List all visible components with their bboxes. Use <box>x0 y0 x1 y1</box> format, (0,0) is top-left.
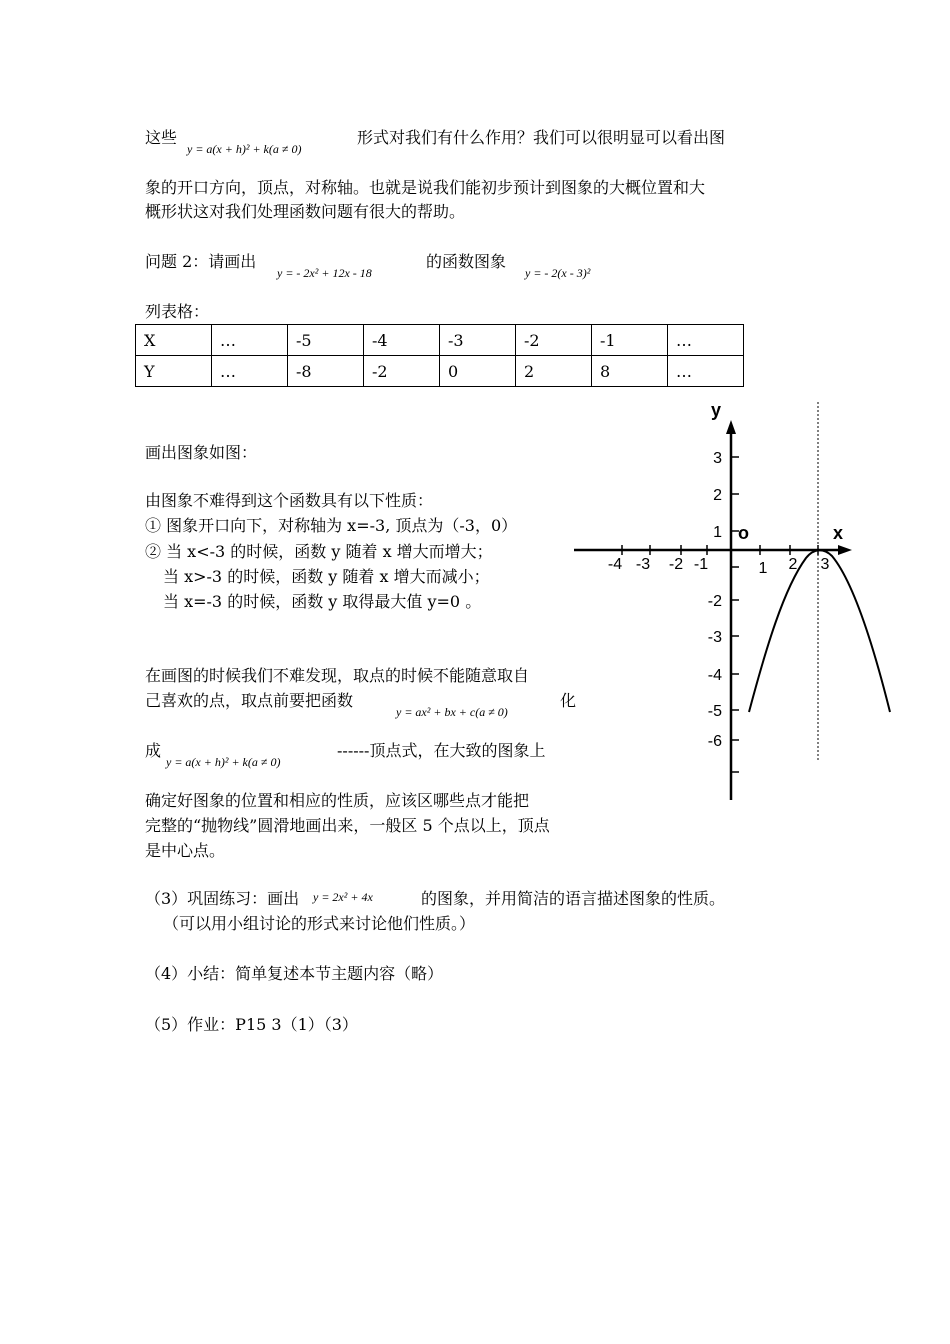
properties-intro: 由图象不难得到这个函数具有以下性质： <box>145 491 434 510</box>
table-cell: -2 <box>516 325 592 356</box>
parabola-curve <box>749 550 890 712</box>
para2-line3-start: 成 <box>145 741 162 760</box>
question2-mid: 的函数图象 <box>426 252 507 271</box>
property-2: ② 当 x<-3 的时候，函数 y 随着 x 增大而增大； <box>145 542 493 561</box>
y-axis-label: y <box>711 400 722 420</box>
vertex-form-formula-2: y = a(x + h)² + k(a ≠ 0) <box>166 755 281 769</box>
para1-line2: 象的开口方向，顶点，对称轴。也就是说我们能初步预计到图象的大概位置和大 <box>145 178 706 197</box>
question2-formula-standard: y = - 2x² + 12x - 18 <box>277 266 372 280</box>
table-cell: Y <box>136 356 212 387</box>
table-cell: -5 <box>288 325 364 356</box>
table-row-x <box>136 325 744 356</box>
table-row-y <box>136 356 744 387</box>
table-cell: -8 <box>288 356 364 387</box>
para2-line6: 是中心点。 <box>145 841 226 860</box>
para2-line5: 完整的“抛物线”圆滑地画出来，一般区 5 个点以上，顶点 <box>145 816 550 835</box>
para2-line4: 确定好图象的位置和相应的性质，应该区哪些点才能把 <box>145 791 530 810</box>
table-cell: -1 <box>592 325 668 356</box>
para1-line3: 概形状这对我们处理函数问题有很大的帮助。 <box>145 202 466 221</box>
general-form-formula: y = ax² + bx + c(a ≠ 0) <box>396 705 508 719</box>
y-tick-label: 2 <box>713 487 722 504</box>
para2-line2-start: 己喜欢的点，取点前要把函数 <box>145 691 354 710</box>
y-tick-label: -2 <box>707 593 722 610</box>
x-tick-label: -4 <box>607 556 623 573</box>
x-tick-label: -1 <box>693 556 709 573</box>
para1-line1-end: 形式对我们有什么作用？我们可以很明显可以看出图 <box>357 128 726 147</box>
question2-formula-vertex: y = - 2(x - 3)² <box>525 266 591 280</box>
para2-line1: 在画图的时候我们不难发现，取点的时候不能随意取自 <box>145 666 530 685</box>
y-tick-label: 1 <box>713 524 722 541</box>
y-tick-label: -6 <box>707 733 722 750</box>
table-label: 列表格： <box>145 302 210 321</box>
table-cell: 0 <box>440 356 516 387</box>
x-tick-label: 3 <box>820 556 830 573</box>
y-tick-label: 3 <box>713 450 722 467</box>
x-tick-label: -3 <box>635 556 651 573</box>
x-tick-label: 2 <box>788 556 798 573</box>
table-cell: 8 <box>592 356 668 387</box>
table-cell: -2 <box>364 356 440 387</box>
table-cell: X <box>136 325 212 356</box>
origin-label: o <box>738 523 749 543</box>
property-3: 当 x>-3 的时候，函数 y 随着 x 增大而减小； <box>163 567 490 586</box>
x-tick-label: -2 <box>668 556 684 573</box>
y-tick-label: -5 <box>707 703 722 720</box>
summary-line: （4）小结：简单复述本节主题内容（略） <box>145 964 444 983</box>
x-tick-label: 1 <box>758 560 768 577</box>
y-tick-label: -3 <box>707 629 722 646</box>
table-cell: -3 <box>440 325 516 356</box>
para2-line2-end: 化 <box>560 691 577 710</box>
table-cell: 2 <box>516 356 592 387</box>
table-cell: … <box>668 325 744 356</box>
question2-start: 问题 2：请画出 <box>145 252 257 271</box>
exercise3-end: 的图象，并用简洁的语言描述图象的性质。 <box>421 889 726 908</box>
property-4: 当 x=-3 的时候，函数 y 取得最大值 y=0 。 <box>163 592 482 611</box>
y-axis-arrow-icon <box>726 420 736 434</box>
table-cell: … <box>668 356 744 387</box>
value-table <box>135 324 744 387</box>
exercise3-formula: y = 2x² + 4x <box>313 890 373 904</box>
homework-line: （5）作业：P15 3（1）（3） <box>145 1015 358 1034</box>
para1-line1-start: 这些 <box>145 128 178 147</box>
exercise3-start: （3）巩固练习：画出 <box>145 889 300 908</box>
table-cell: … <box>212 356 288 387</box>
draw-label: 画出图象如图： <box>145 443 258 462</box>
property-1: ① 图象开口向下，对称轴为 x=-3, 顶点为（-3，0） <box>145 516 518 535</box>
x-axis-arrow-icon <box>838 545 852 555</box>
y-tick-label: -4 <box>707 667 722 684</box>
x-axis-label: x <box>833 523 844 543</box>
para2-line3-end: ------顶点式，在大致的图象上 <box>337 741 546 760</box>
vertex-form-formula: y = a(x + h)² + k(a ≠ 0) <box>187 142 302 156</box>
table-cell: -4 <box>364 325 440 356</box>
table-cell: … <box>212 325 288 356</box>
exercise3-note: （可以用小组讨论的形式来讨论他们性质。） <box>163 914 476 933</box>
